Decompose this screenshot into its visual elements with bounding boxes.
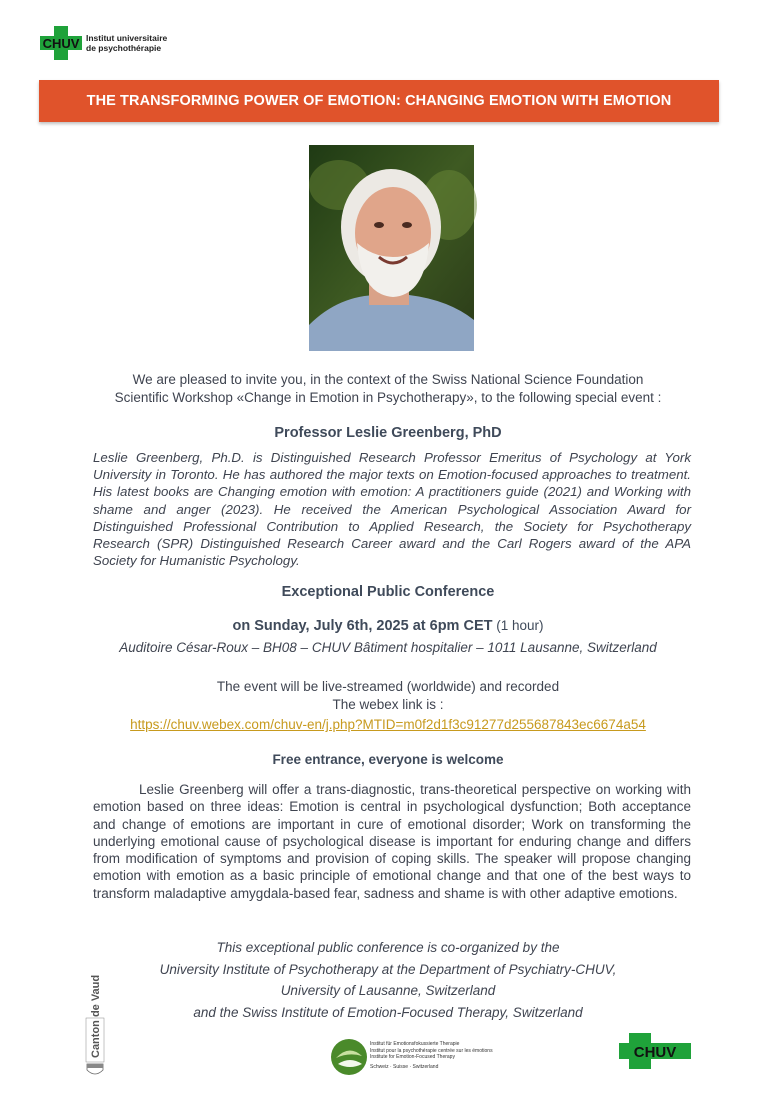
chuv-logo — [40, 26, 82, 60]
chuv-logo-footer — [619, 1033, 691, 1069]
coorganizers: This exceptional public conference is co-organized by the University Institute of Psychotherapy at the Department of Psychiatry-CHUV, University of Lausanne, Switzerland and the Swiss Institute of Emotion-Focused Therapy, Switzerland — [159, 940, 617, 1020]
event-title: THE TRANSFORMING POWER OF EMOTION: CHANGING EMOTION WITH EMOTION — [86, 93, 672, 109]
abstract: Leslie Greenberg will offer a trans-diagnostic, trans-theoretical perspective on working with emotion based on three ideas: Emotion is central in psychological dysfunction; Both acceptance and change of emotions are important in cure of emotional disorder; Work on transforming the underlying emotional cause of psychological disease is important for enduring change and differs from modification of symptoms and provision of coping skills. The speaker will propose changing emotion with emotion as a basic principle of emotional change and that one of the best ways to transform maladaptive amygdala-based fear, sadness and shame is with other adaptive emotions. — [93, 782, 691, 901]
webex-link[interactable]: https://chuv.webex.com/chuv-en/j.php?MTID=m0f2d1f3c91277d255687843ec6674a54 — [130, 717, 646, 732]
free-entrance: Free entrance, everyone is welcome — [272, 752, 504, 767]
speaker-degree: , PhD — [464, 425, 502, 441]
institute-name: Institut universitaire de psychothérapie — [86, 33, 168, 53]
svg-text:CHUV: CHUV — [42, 36, 80, 51]
svg-text:CHUV: CHUV — [633, 1044, 677, 1061]
speaker-photo — [309, 145, 474, 351]
speaker-name: Professor Leslie Greenberg — [274, 425, 465, 441]
svg-text:Canton de Vaud: Canton de Vaud — [90, 974, 102, 1058]
conference-date: on Sunday, July 6th, 2025 at 6pm CET (1 hour) — [232, 618, 544, 634]
speaker-heading — [0, 425, 776, 441]
conference-title: Exceptional Public Conference — [281, 584, 495, 600]
ifat-logo — [330, 1038, 368, 1076]
conference-duration: (1 hour) — [492, 618, 544, 633]
stream-info: The event will be live-streamed (worldwide) and recorded The webex link is : — [216, 679, 560, 712]
intro-text: We are pleased to invite you, in the context of the Swiss National Science Foundation Scientific Workshop «Change in Emotion in Psychotherapy», to the following special event : — [114, 372, 662, 405]
vaud-logo — [84, 974, 106, 1078]
ifat-text: Institut für Emotionsfokussierte Therapie Institut pour la psychothérapie centrée sur les émotions Institute for Emotion-Focused Therapy Schweiz · Suisse · Switzerland — [370, 1041, 493, 1070]
conference-venue: Auditoire César-Roux – BH08 – CHUV Bâtiment hospitalier – 1011 Lausanne, Switzerland — [119, 640, 657, 655]
speaker-bio: Leslie Greenberg, Ph.D. is Distinguished Research Professor Emeritus of Psychology at York University in Toronto. He has authored the major texts on Emotion-focused approaches to treatment. His latest books are Changing emotion with emotion: A practitioners guide (2021) and Working with shame and anger (2023). He received the American Psychological Association Award for Distinguished Professional Contribution to Applied Research, the Society for Psychotherapy Research (SPR) Distinguished Research Career award and the Carl Rogers award of the APA Society for Humanistic Psychology. — [93, 450, 691, 569]
title-banner — [39, 80, 719, 122]
